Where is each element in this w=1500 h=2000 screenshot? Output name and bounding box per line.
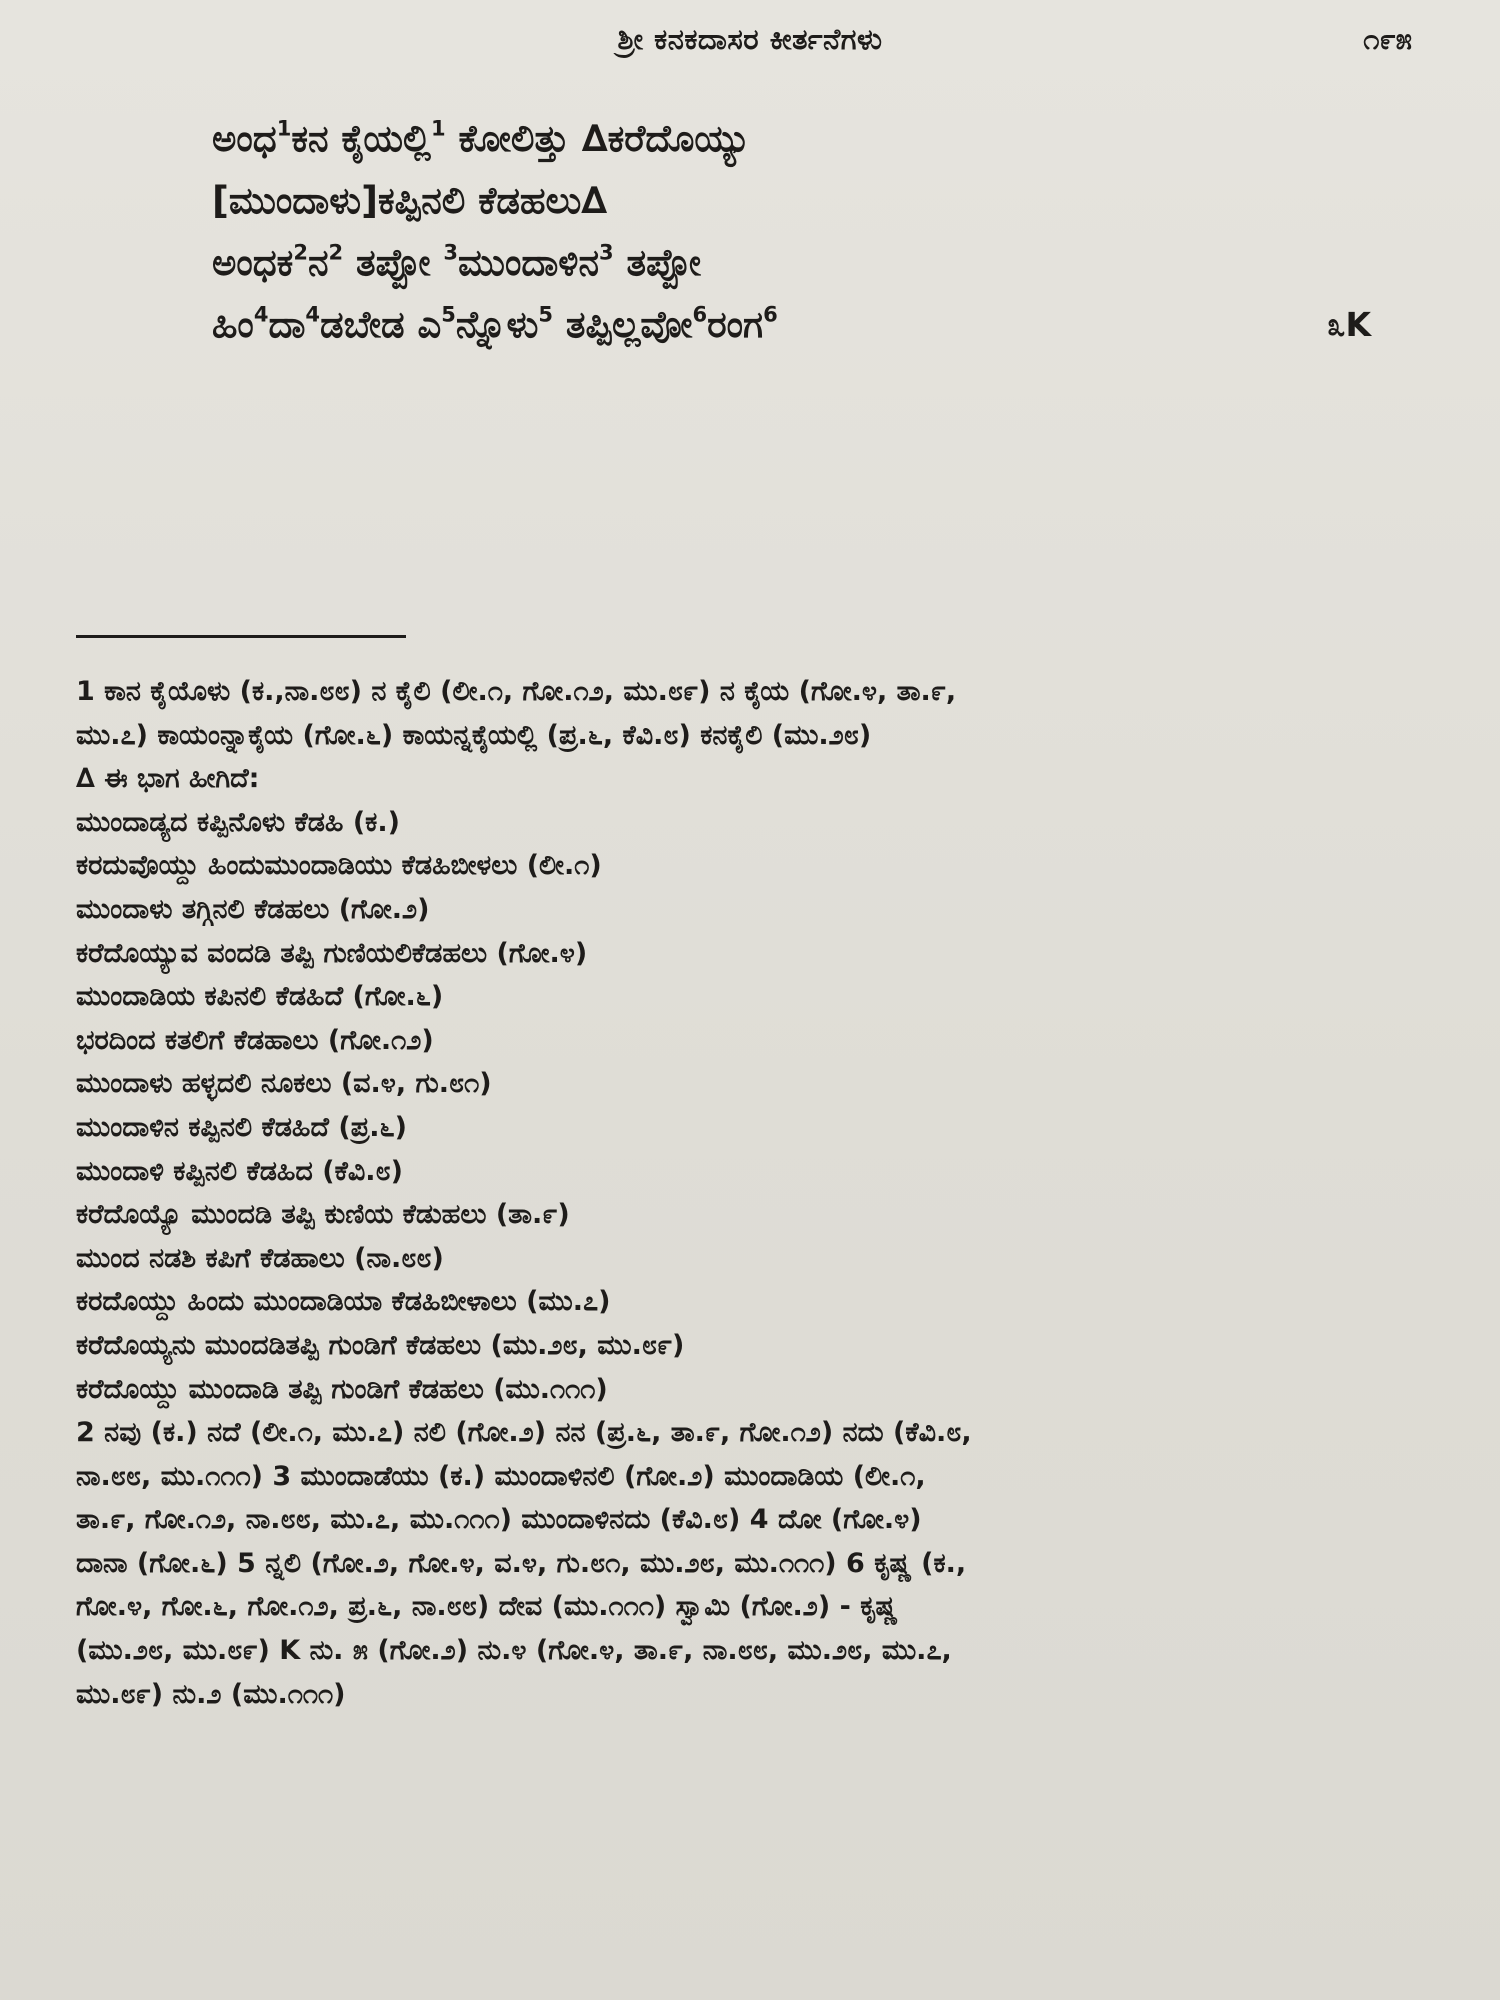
verse-text: ದಾ [268, 303, 306, 346]
page-header [0, 22, 1500, 70]
verse-text: ತಪ್ಪಿಲ್ಲವೋ [552, 303, 693, 346]
footnote-line: ಭರದಿಂದ ಕತಲಿಗೆ ಕೆಡಹಾಲು (ಗೋ.೧೨) [76, 1024, 434, 1056]
footnote-line: ಕರದುವೊಯ್ದು ಹಿಂದುಮುಂದಾಡಿಯು ಕೆಡಹಿಬೀಳಲು (ಲೀ.೧) [76, 850, 602, 882]
footnote-line: ತಾ.೯, ಗೋ.೧೨, ನಾ.೮೮, ಮು.೭, ಮು.೧೧೧) ಮುಂದಾಳಿನದು (ಕೆವಿ.೮) 4 ದೋ (ಗೋ.೪) [76, 1504, 922, 1536]
verse-text: ಡಬೇಡ ಎ [320, 303, 442, 346]
footnote-line: ಕರೆದೊಯ್ದು ಮುಂದಾಡಿ ತಪ್ಪಿ ಗುಂಡಿಗೆ ಕೆಡಹಲು (ಮು.೧೧೧) [76, 1373, 608, 1405]
footnote-line: ಕರದೊಯ್ದು ಹಿಂದು ಮುಂದಾಡಿಯಾ ಕೆಡಹಿಬೀಳಾಲು (ಮು.೭) [76, 1286, 611, 1318]
verse-line [212, 294, 1432, 356]
footnote-marker: 4 [305, 302, 321, 327]
footnote-marker: 1 [276, 116, 292, 141]
footnote-line: 2 ನವು (ಕ.) ನದೆ (ಲೀ.೧, ಮು.೭) ನಲಿ (ಗೋ.೨) ನನ (ಪ್ರ.೬, ತಾ.೯, ಗೋ.೧೨) ನದು (ಕೆವಿ.೮, [76, 1417, 972, 1449]
verse-line [212, 170, 1432, 232]
footnote-line: ನಾ.೮೮, ಮು.೧೧೧) 3 ಮುಂದಾಡೆಯು (ಕ.) ಮುಂದಾಳಿನಲಿ (ಗೋ.೨) ಮುಂದಾಡಿಯ (ಲೀ.೧, [76, 1460, 926, 1492]
footnote-line: ಮುಂದಾಳು ಹಳ್ಳದಲಿ ನೂಕಲು (ವ.೪, ಗು.೮೧) [76, 1068, 492, 1100]
verse-text: ಕೋಲಿತ್ತು ∆ಕರೆದೊಯ್ಯು [445, 117, 751, 160]
footnote-marker: 5 [441, 302, 456, 327]
footnote-marker: 3 [443, 240, 458, 265]
footnote-line: ಗೋ.೪, ಗೋ.೬, ಗೋ.೧೨, ಪ್ರ.೬, ನಾ.೮೮) ದೇವ (ಮು.೧೧೧) ಸ್ವಾಮಿ (ಗೋ.೨) - ಕೃಷ್ಣ [76, 1591, 898, 1623]
footnote-line: ಕರೆದೊಯ್ಯುವ ವಂದಡಿ ತಪ್ಪಿ ಗುಣಿಯಲಿಕೆಡಹಲು (ಗೋ.೪) [76, 937, 588, 969]
footnote-line: ∆ ಈ ಭಾಗ ಹೀಗಿದೆ: [76, 763, 260, 795]
footnote-marker: 2 [293, 240, 308, 265]
verse-text: ಹಿಂ [212, 303, 254, 346]
page-number: ೧೯೫ [1363, 22, 1412, 56]
footnote-line: ಮುಂದಾಳಿನ ಕಪ್ಪಿನಲಿ ಕೆಡಹಿದೆ (ಪ್ರ.೬) [76, 1111, 407, 1143]
footnote-line: ಮು.೮೯) ನು.೨ (ಮು.೧೧೧) [76, 1678, 346, 1710]
footnote-line: ಮುಂದಾಡಿಯ ಕಪಿನಲಿ ಕೆಡಹಿದೆ (ಗೋ.೬) [76, 981, 444, 1013]
footnotes-block [76, 670, 1426, 1716]
footnote-marker: 1 [431, 116, 446, 141]
footnote-marker: 3 [599, 240, 614, 265]
footnote-line: ಮುಂದಾಡ್ಯದ ಕಪ್ಪಿನೊಳು ಕೆಡಹಿ (ಕ.) [76, 806, 400, 838]
verse-block [212, 108, 1432, 356]
footnote-line: ದಾನಾ (ಗೋ.೬) 5 ನ್ನಲಿ (ಗೋ.೨, ಗೋ.೪, ವ.೪, ಗು.೮೧, ಮು.೨೮, ಮು.೧೧೧) 6 ಕೃಷ್ಣ (ಕ., [76, 1547, 967, 1579]
verse-line [212, 108, 1432, 170]
footnote-line: ಮುಂದಾಳು ತಗ್ಗಿನಲಿ ಕೆಡಹಲು (ಗೋ.೨) [76, 893, 430, 925]
verse-text: ತಪ್ಪೋ [343, 241, 444, 284]
verse-text: ಅಂಧ [212, 117, 277, 160]
footnote-marker: 4 [253, 302, 269, 327]
footnote-marker: 2 [328, 240, 344, 265]
footnote-line: ಕರೆದೊಯ್ಯೊ ಮುಂದಡಿ ತಪ್ಪಿ ಕುಣಿಯ ಕೆಡುಹಲು (ತಾ.೯) [76, 1199, 570, 1231]
footnote-line: (ಮು.೨೮, ಮು.೮೯) K ನು. ೫ (ಗೋ.೨) ನು.೪ (ಗೋ.೪, ತಾ.೯, ನಾ.೮೮, ಮು.೨೮, ಮು.೭, [76, 1635, 952, 1667]
verse-text: ರಂಗ [707, 303, 764, 346]
footnote-line: ಮುಂದ ನಡಶಿ ಕಪಿಗೆ ಕೆಡಹಾಲು (ನಾ.೮೮) [76, 1242, 444, 1274]
footnote-line: ಕರೆದೊಯ್ಯನು ಮುಂದಡಿತಪ್ಪಿ ಗುಂಡಿಗೆ ಕೆಡಹಲು (ಮು.೨೮, ಮು.೮೯) [76, 1329, 685, 1361]
footnote-line: ಮುಂದಾಳಿ ಕಪ್ಪಿನಲಿ ಕೆಡಹಿದ (ಕೆವಿ.೮) [76, 1155, 403, 1187]
verse-text: ನ [307, 241, 329, 284]
verse-text: [ಮುಂದಾಳು]ಕಪ್ಪಿನಲಿ ಕೆಡಹಲು∆ [212, 179, 608, 222]
footnote-line: 1 ಕಾನ ಕೈಯೊಳು (ಕ.,ನಾ.೮೮) ನ ಕೈಲಿ (ಲೀ.೧, ಗೋ.೧೨, ಮು.೮೯) ನ ಕೈಯ (ಗೋ.೪, ತಾ.೯, [76, 676, 957, 707]
footnote-line: ಮು.೭) ಕಾಯಂನ್ನಾಕೈಯ (ಗೋ.೬) ಕಾಯನ್ನಕೈಯಲ್ಲಿ (ಪ್ರ.೬, ಕೆವಿ.೮) ಕನಕೈಲಿ (ಮು.೨೮) [76, 719, 872, 751]
stanza-mark: ೩K [1327, 305, 1372, 344]
verse-text: ಅಂಧಕ [212, 241, 294, 284]
verse-text: ತಪ್ಪೋ [613, 241, 701, 284]
footnote-marker: 5 [538, 302, 553, 327]
footnote-divider [76, 635, 406, 638]
footnote-marker: 6 [692, 302, 708, 327]
running-title: ಶ್ರೀ ಕನಕದಾಸರ ಕೀರ್ತನೆಗಳು [617, 22, 883, 56]
footnote-marker: 6 [763, 302, 778, 327]
verse-line [212, 232, 1432, 294]
verse-text: ಮುಂದಾಳಿನ [458, 241, 600, 284]
verse-text: ನ್ನೊಳು [455, 303, 539, 346]
verse-text: ಕನ ಕೈಯಲ್ಲಿ [291, 117, 431, 160]
